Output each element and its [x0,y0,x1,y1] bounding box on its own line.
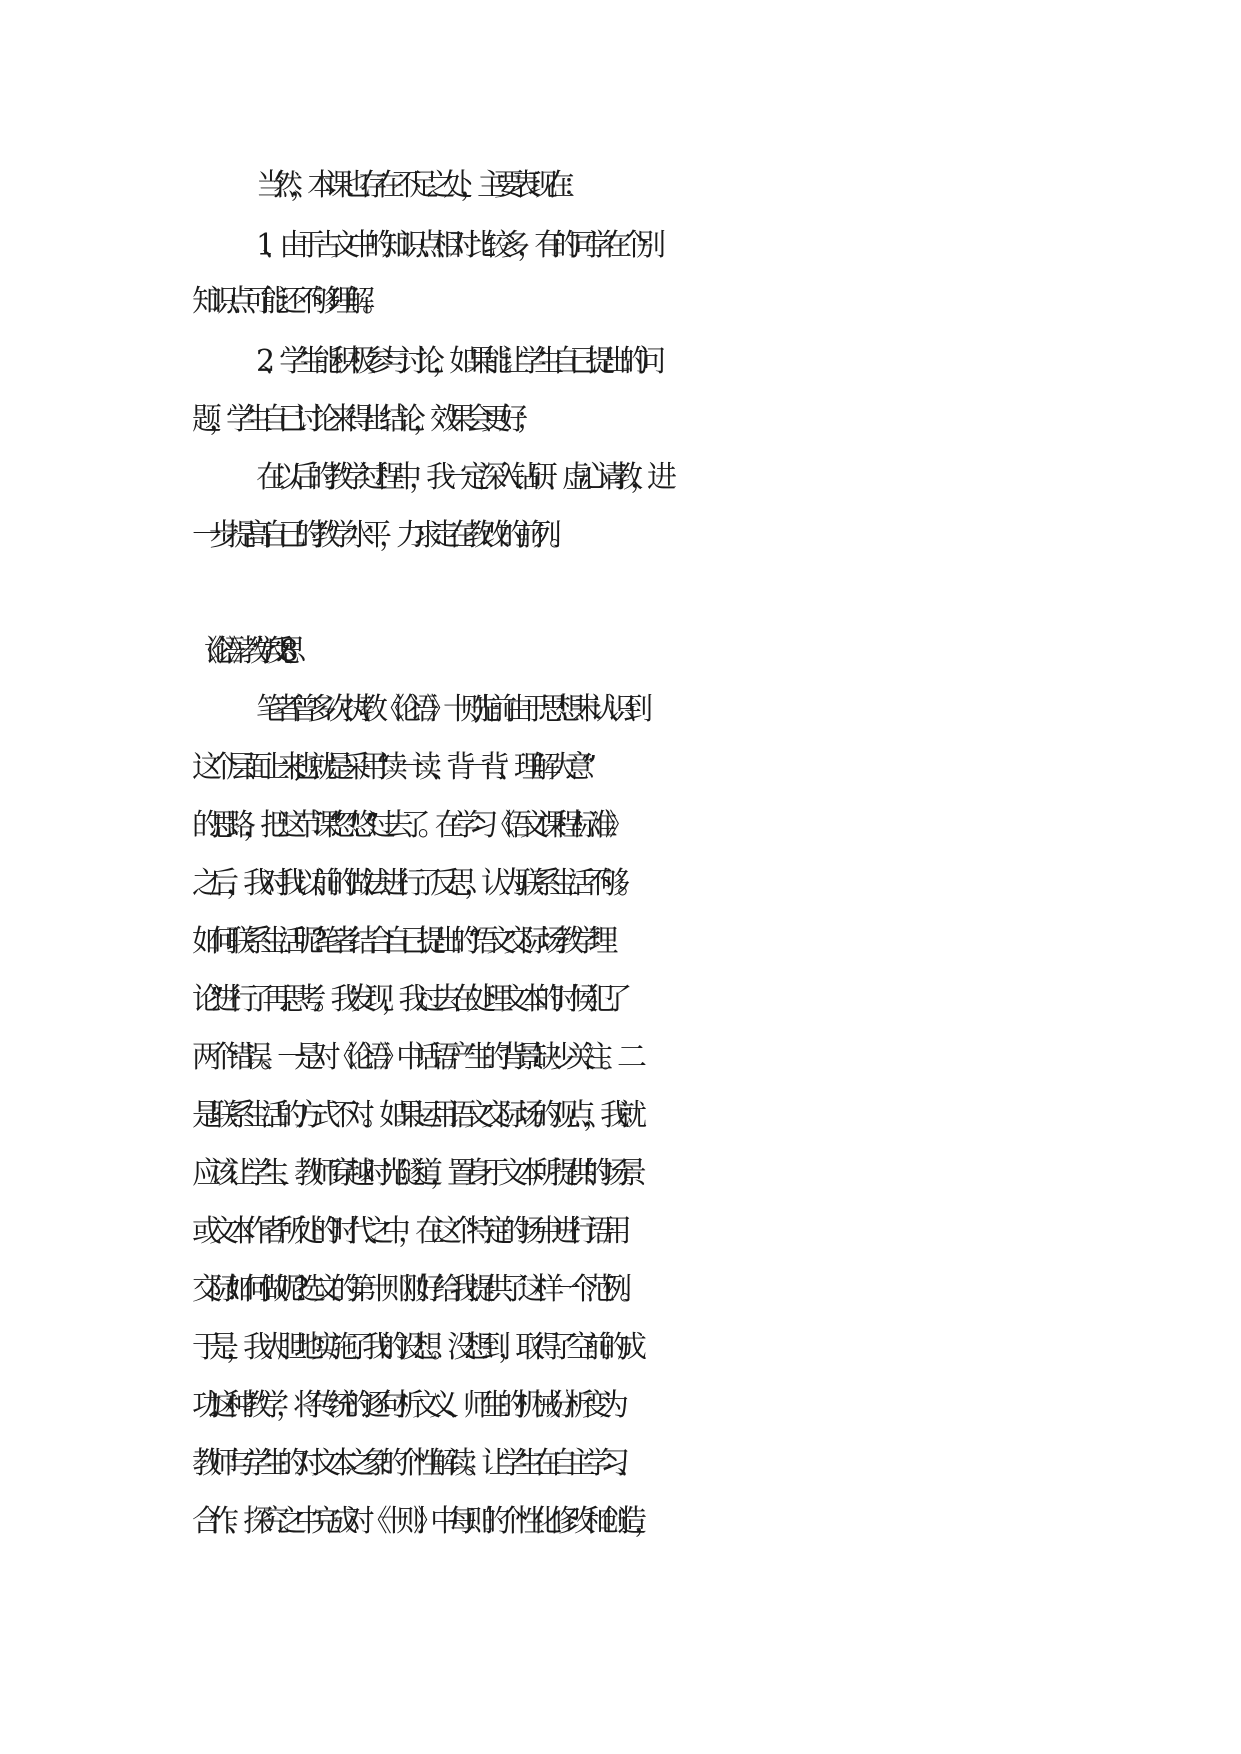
paragraph-line: 2、学生能积极参与讨论，如果能让学生自己提出的问 [256,344,654,379]
paragraph-line: 交际!如何做呢?选文的第十则刚好给我提供了这样一个范例。 [192,1272,637,1307]
paragraph-line: 知识点可能还不够理解。 [192,284,379,319]
paragraph-line: 这个层面上来,也就是采用“读一读、背一背、理解大意” [192,750,585,785]
paragraph-line: 功!这种教学，将传统的逐句析文义、师生的机械分析变为 [192,1388,617,1423]
paragraph-line: 的思路，把这节课“忽悠”过去了。在学习《语文课程标准》 [192,808,622,843]
paragraph-line: 之后，我对我以前的做法进行了反思，认为联系生活不够。 [192,866,634,901]
section-heading: 《论语》教学反思 8 [192,634,281,669]
paragraph-line: 当然，本课也存在不足之处，主要表现在： [256,168,579,203]
paragraph-line: 教师与学生的对文本之象的个性解读。让学生在自主学习、 [192,1446,634,1481]
paragraph-line: 在以后的教学过程中，我一定深入钻研、虚心请教，进 [256,460,664,495]
paragraph-line: 一步提高自己的教学水平，力求走在教改的前列。 [192,518,566,553]
paragraph-line: 如何联系生活呢?笔者结合自己提出的“语文交际场教学理 [192,924,606,959]
paragraph-line: 两个错误。一是对《论语》中话语产生的背景缺少关注。二 [192,1040,634,1075]
paragraph-line: 笔者曾多次执教《论语》十则 ,先前由于思想未认识到 [256,692,641,727]
paragraph-line: 或文本作者所处的`时代之中，在这个特定的场中进行语用 [192,1214,619,1249]
paragraph-line: 是联系生活的方式不对。如果运用语文交际场的观点，我就 [192,1098,634,1133]
paragraph-line: 合作、探究之中完成对《十则》中每则的个性化修改和创造， [192,1504,651,1539]
paragraph-line: 应该让学生、教师穿越时光隧道，置身于文本所提供的场景 [192,1156,634,1191]
paragraph-line: 于是，我大胆地实施了我的设想。没想到，取得了空前的成 [192,1330,634,1365]
paragraph-line: 题，学生自己讨论来得出结论，效果会更好； [192,402,532,437]
paragraph-line: 论”进行了再思考。我发现，我过去在处理文本的时候犯了 [192,982,620,1017]
paragraph-line: 1、由于古文中的知识点相对比较多，有的同学在个别 [256,228,654,263]
